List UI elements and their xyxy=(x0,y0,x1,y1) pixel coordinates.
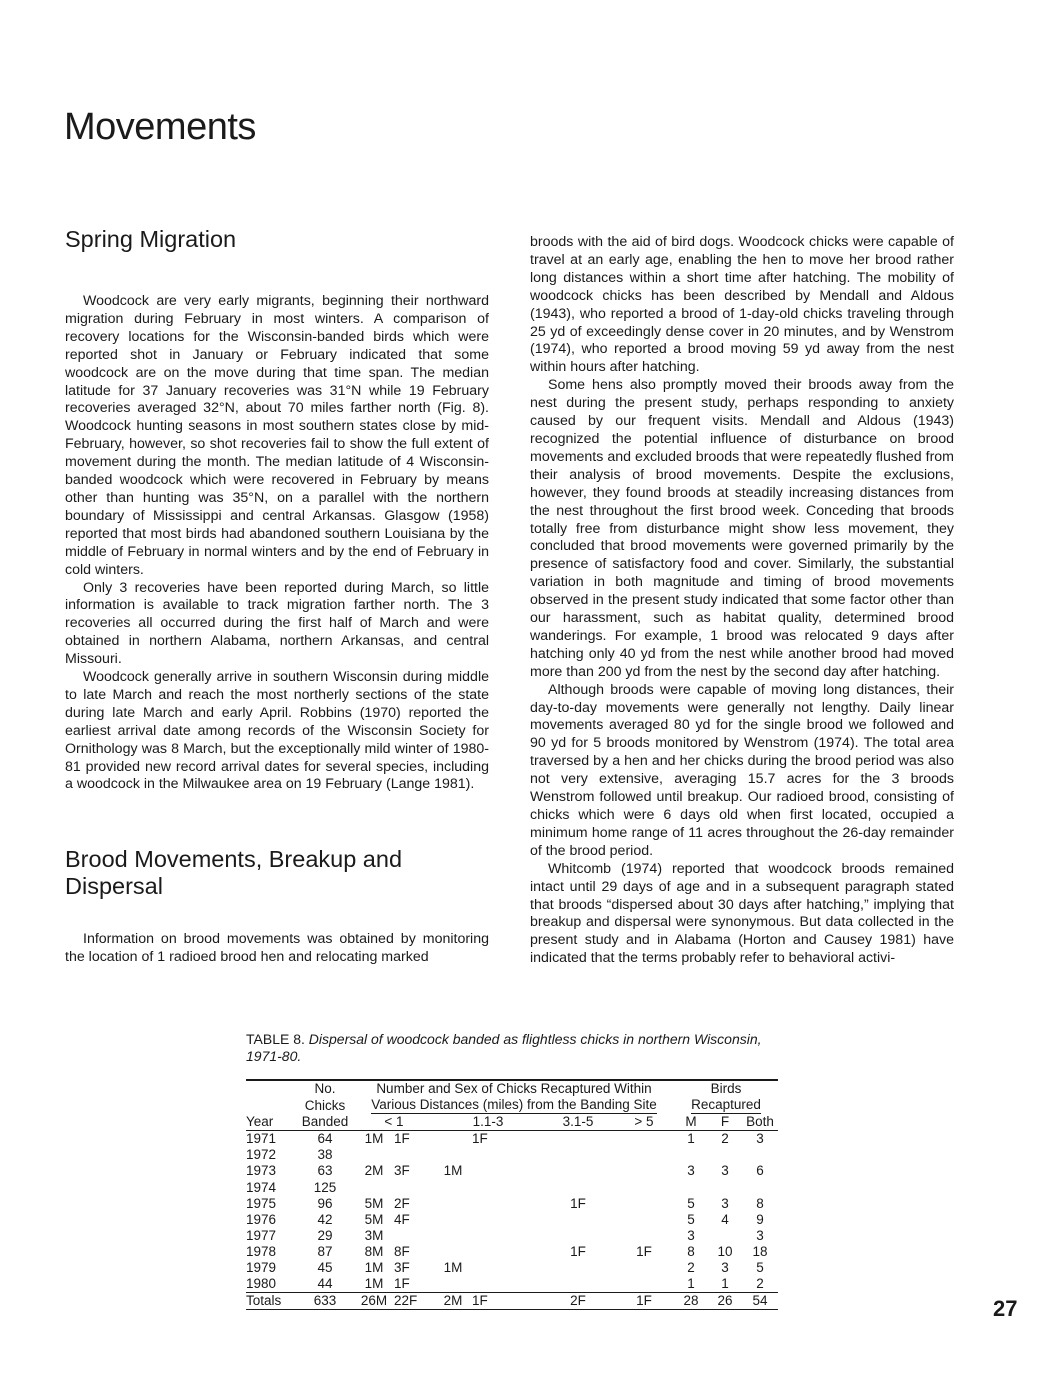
paragraph: Although broods were capable of moving long distances, their day-to-day movements were generally not lengthy. Daily linear movements averaged 80 yd for the single brood we followed and 90 yd for 5 broods monitored by Wenstrom (1974). The total area traversed by a hen and her chicks during the brood period was also not very extensive, averaging 15.7 acres for the 3 broods Wenstrom followed until breakup. Our radioed brood, consisting of chicks which were 6 days old when first located, occupied a minimum home range of 11 acres throughout the 26-day remainder of the brood period. xyxy=(530,681,954,859)
paragraph: Information on brood movements was obtained by monitoring the location of 1 radioed brood hen and relocating marked xyxy=(65,931,489,966)
header-group-line2: Various Distances (miles) from the Banding Site xyxy=(371,1097,657,1114)
table-caption xyxy=(246,1031,778,1065)
cell-birds-f: 3 xyxy=(721,1163,729,1179)
cell-banded: 64 xyxy=(317,1131,333,1147)
cell-3-5 xyxy=(542,1180,614,1196)
cell-1-3-female: 1F xyxy=(472,1131,488,1147)
paragraph: Only 3 recoveries have been reported during March, so little information is available to track migration farther north. The 3 recoveries all occurred during the first half of March and were obtained in northern Alabama, northern Arkansas, and central Missouri. xyxy=(65,579,489,668)
header-f: F xyxy=(708,1114,742,1131)
cell-birds-both: 3 xyxy=(756,1227,764,1243)
header-group-line1: Number and Sex of Chicks Recaptured Within xyxy=(354,1080,674,1097)
cell-year: 1972 xyxy=(246,1147,277,1163)
left-column xyxy=(65,226,489,967)
cell-birds-m: 5 xyxy=(687,1211,695,1227)
cell-1-3-male xyxy=(434,1180,472,1196)
cell-1-3-male xyxy=(434,1212,472,1228)
cell-1-3-female: 1F xyxy=(472,1293,542,1310)
cell-3-5 xyxy=(542,1131,614,1148)
cell-1-3-female xyxy=(472,1196,542,1212)
cell-1-3-male: 1M xyxy=(443,1260,463,1276)
header-banded: Banded xyxy=(296,1114,354,1131)
cell-birds-both: 54 xyxy=(742,1293,778,1310)
paragraph: Some hens also promptly moved their broods away from the nest during the present study, perhaps responding to anxiety caused by our frequent visits. Mendall and Aldous (1943) recognized the potential influence of disturbance on brood movements and excluded broods that were repeatedly flushed from their analysis of brood movements. Despite the exclusions, however, they found broods at steadily increasing distances from the nest throughout the first brood week. Conceding that broods totally free from disturbance might show less movement, they concluded that brood movements were governed primarily by the presence of satisfactory food and cover. Similarly, the substantial variation in both magnitude and timing of brood movements observed in the present study indicated that some factor other than our harassment, such as habitat quality, determined brood wanderings. For example, 1 brood was relocated 9 days after hatching only 40 yd from the nest while another brood had moved more than 200 yd from the nest by the second day after hatching. xyxy=(530,377,954,680)
data-table xyxy=(246,1079,778,1310)
cell-birds-m: 5 xyxy=(687,1195,695,1211)
cell-3-5 xyxy=(542,1212,614,1228)
header-distance-lt1: < 1 xyxy=(354,1114,434,1131)
cell-lt1-male xyxy=(354,1180,394,1196)
cell-birds-both: 8 xyxy=(756,1195,764,1211)
cell-1-3-male xyxy=(434,1244,472,1260)
table-caption-label: TABLE 8. xyxy=(246,1031,305,1047)
header-distance-1-3: 1.1-3 xyxy=(434,1114,542,1131)
table-row xyxy=(246,1180,778,1196)
cell-gt5: 1F xyxy=(614,1293,674,1310)
header-birds: Birds xyxy=(674,1080,778,1097)
cell-gt5: 1F xyxy=(636,1243,652,1259)
right-column xyxy=(530,234,954,968)
cell-gt5 xyxy=(614,1131,674,1148)
paragraph: Woodcock are very early migrants, beginning their northward migration during February in most winters. A comparison of recovery locations for the Wisconsin-banded birds which were reported shot in January or February indicated that some woodcock are on the move during that time span. The median latitude for 37 January recoveries was 31°N while 19 February recoveries averaged 32°N, about 70 miles farther north (Fig. 8). Woodcock hunting seasons in most southern states close by mid-February, however, so shot recoveries fail to show the full extent of movement during the month. The median latitude of 4 Wisconsin-banded woodcock which were recovered in February by means other than hunting was 35°N, on a parallel with the northern boundary of Mississippi and central Arkansas. Glasgow (1958) reported that most birds had abandoned southern Louisiana by the middle of February in normal winters and by the end of February in cold winters. xyxy=(65,293,489,578)
cell-lt1-female: 8F xyxy=(394,1243,410,1259)
cell-year: 1977 xyxy=(246,1227,277,1243)
cell-1-3-female xyxy=(472,1180,542,1196)
cell-birds-m: 3 xyxy=(687,1227,695,1243)
cell-1-3-male: 1M xyxy=(443,1163,463,1179)
cell-1-3-male xyxy=(434,1131,472,1148)
cell-lt1-female xyxy=(394,1180,434,1196)
cell-banded: 63 xyxy=(317,1163,333,1179)
cell-birds-m: 8 xyxy=(687,1243,695,1259)
header-year: Year xyxy=(246,1114,296,1131)
table-row xyxy=(246,1276,778,1293)
cell-birds-m xyxy=(674,1180,708,1196)
cell-lt1-female: 1F xyxy=(394,1131,410,1147)
cell-lt1-male: 8M xyxy=(364,1243,384,1259)
table-row xyxy=(246,1260,778,1276)
cell-gt5 xyxy=(614,1163,674,1179)
cell-1-3-female xyxy=(472,1228,542,1244)
cell-lt1-male: 26M xyxy=(354,1293,394,1310)
cell-gt5 xyxy=(614,1228,674,1244)
cell-birds-both xyxy=(742,1147,778,1163)
cell-birds-both: 5 xyxy=(756,1260,764,1276)
cell-birds-f xyxy=(708,1180,742,1196)
cell-banded: 125 xyxy=(313,1179,337,1195)
cell-3-5: 1F xyxy=(570,1195,586,1211)
cell-year: 1976 xyxy=(246,1211,277,1227)
cell-3-5: 2F xyxy=(542,1293,614,1310)
cell-lt1-female xyxy=(394,1147,434,1163)
cell-year: Totals xyxy=(246,1293,296,1310)
header-chicks: Chicks xyxy=(304,1098,346,1114)
cell-banded: 87 xyxy=(317,1243,333,1259)
cell-birds-both: 2 xyxy=(756,1276,764,1292)
header-distance-gt5: > 5 xyxy=(614,1114,674,1131)
cell-1-3-male: 2M xyxy=(434,1293,472,1310)
cell-birds-f: 1 xyxy=(721,1276,729,1292)
cell-banded: 633 xyxy=(296,1293,354,1310)
cell-3-5 xyxy=(542,1276,614,1293)
table-row-totals xyxy=(246,1293,778,1310)
cell-lt1-male: 1M xyxy=(364,1131,384,1147)
header-both: Both xyxy=(742,1114,778,1131)
cell-gt5 xyxy=(614,1260,674,1276)
paragraph: Woodcock generally arrive in southern Wisconsin during middle to late March and reach the most northerly sections of the state during late March and early April. Robbins (1970) reported the earliest arrival date among records of the Wisconsin Society for Ornithology was 8 March, but the exceptionally mild winter of 1980-81 provided new record arrival dates for several species, including a woodcock in the Milwaukee area on 19 February (Lange 1981). xyxy=(65,669,489,793)
cell-lt1-male: 2M xyxy=(364,1163,384,1179)
cell-3-5: 1F xyxy=(570,1243,586,1259)
cell-year: 1980 xyxy=(246,1276,277,1292)
cell-gt5 xyxy=(614,1212,674,1228)
cell-banded: 29 xyxy=(317,1227,333,1243)
cell-lt1-male: 5M xyxy=(364,1211,384,1227)
table-row xyxy=(246,1244,778,1260)
section-title-line: Dispersal xyxy=(65,873,163,900)
cell-banded: 42 xyxy=(317,1211,333,1227)
cell-year: 1973 xyxy=(246,1163,277,1179)
cell-lt1-female xyxy=(394,1228,434,1244)
cell-lt1-male: 3M xyxy=(364,1227,384,1243)
cell-birds-m: 28 xyxy=(674,1293,708,1310)
section-title-line: Brood Movements, Breakup and xyxy=(65,846,403,873)
cell-birds-both: 6 xyxy=(756,1163,764,1179)
cell-lt1-male: 1M xyxy=(364,1276,384,1292)
cell-year: 1975 xyxy=(246,1195,277,1211)
cell-lt1-female: 4F xyxy=(394,1211,410,1227)
cell-gt5 xyxy=(614,1276,674,1293)
cell-1-3-female xyxy=(472,1244,542,1260)
page-number: 27 xyxy=(993,1296,1018,1321)
cell-birds-f: 3 xyxy=(721,1195,729,1211)
cell-gt5 xyxy=(614,1147,674,1163)
table-row xyxy=(246,1163,778,1179)
cell-year: 1971 xyxy=(246,1131,277,1147)
cell-birds-m: 1 xyxy=(687,1131,695,1147)
cell-3-5 xyxy=(542,1163,614,1179)
cell-birds-f: 3 xyxy=(721,1260,729,1276)
header-m: M xyxy=(674,1114,708,1131)
cell-banded: 44 xyxy=(317,1276,333,1292)
table-row xyxy=(246,1228,778,1244)
cell-birds-both: 3 xyxy=(756,1131,764,1147)
table-body xyxy=(246,1131,778,1310)
section-title-spring-migration: Spring Migration xyxy=(65,226,237,252)
cell-banded: 38 xyxy=(317,1147,333,1163)
cell-birds-f xyxy=(708,1228,742,1244)
table-row xyxy=(246,1147,778,1163)
cell-birds-m: 1 xyxy=(687,1276,695,1292)
cell-1-3-female xyxy=(472,1147,542,1163)
cell-birds-f xyxy=(708,1147,742,1163)
cell-gt5 xyxy=(614,1180,674,1196)
cell-birds-f: 10 xyxy=(717,1243,733,1259)
cell-birds-both: 9 xyxy=(756,1211,764,1227)
header-distance-3-5: 3.1-5 xyxy=(542,1114,614,1131)
cell-lt1-female: 3F xyxy=(394,1163,410,1179)
paragraph: Whitcomb (1974) reported that woodcock broods remained intact until 29 days of age and in a subsequent paragraph stated that broods “dispersed about 30 days after hatching,” implying that breakup and dispersal were synonymous. But data collected in the present study and in Alabama (Horton and Causey 1981) have indicated that the terms probably refer to behavioral activi- xyxy=(530,860,954,967)
cell-birds-both xyxy=(742,1180,778,1196)
cell-banded: 45 xyxy=(317,1260,333,1276)
cell-1-3-male xyxy=(434,1147,472,1163)
cell-birds-f: 4 xyxy=(721,1211,729,1227)
cell-1-3-female xyxy=(472,1276,542,1293)
cell-birds-m xyxy=(674,1147,708,1163)
header-recaptured: Recaptured xyxy=(691,1097,761,1114)
cell-birds-f: 2 xyxy=(721,1131,729,1147)
cell-year: 1978 xyxy=(246,1243,277,1259)
table-row xyxy=(246,1212,778,1228)
cell-year: 1974 xyxy=(246,1179,277,1195)
cell-gt5 xyxy=(614,1196,674,1212)
table-row xyxy=(246,1196,778,1212)
cell-banded: 96 xyxy=(317,1195,333,1211)
cell-lt1-female: 3F xyxy=(394,1260,410,1276)
cell-birds-both: 18 xyxy=(752,1243,768,1259)
cell-lt1-female: 22F xyxy=(394,1293,434,1310)
chapter-title: Movements xyxy=(64,106,256,148)
cell-birds-f: 26 xyxy=(708,1293,742,1310)
cell-1-3-male xyxy=(434,1228,472,1244)
cell-3-5 xyxy=(542,1147,614,1163)
table-row xyxy=(246,1131,778,1148)
cell-lt1-female: 2F xyxy=(394,1195,410,1211)
table-caption-text: Dispersal of woodcock banded as flightless chicks in northern Wisconsin, 1971-80. xyxy=(246,1031,762,1064)
header-no: No. xyxy=(296,1080,354,1097)
cell-1-3-male xyxy=(434,1196,472,1212)
cell-lt1-female: 1F xyxy=(394,1276,410,1292)
cell-1-3-female xyxy=(472,1212,542,1228)
cell-year: 1979 xyxy=(246,1260,277,1276)
cell-1-3-female xyxy=(472,1260,542,1276)
cell-1-3-male xyxy=(434,1276,472,1293)
cell-1-3-female xyxy=(472,1163,542,1179)
section-title-brood-movements xyxy=(65,846,489,900)
cell-3-5 xyxy=(542,1260,614,1276)
paragraph-continued: broods with the aid of bird dogs. Woodcock chicks were capable of travel at an early age, enabling the hen to move her brood rather long distances within a short time after hatching. The mobility of woodcock chicks has been described by Mendall and Aldous (1943), who reported a brood of 1-day-old chicks traveling through 25 yd of exceedingly dense cover in 20 minutes, and by Wenstrom (1974), who reported a brood moving 59 yd away from the nest within hours after hatching. xyxy=(530,234,954,376)
cell-lt1-male xyxy=(354,1147,394,1163)
cell-birds-m: 3 xyxy=(687,1163,695,1179)
table-8 xyxy=(246,1031,778,1310)
cell-3-5 xyxy=(542,1228,614,1244)
cell-lt1-male: 5M xyxy=(364,1195,384,1211)
cell-lt1-male: 1M xyxy=(364,1260,384,1276)
cell-birds-m: 2 xyxy=(687,1260,695,1276)
